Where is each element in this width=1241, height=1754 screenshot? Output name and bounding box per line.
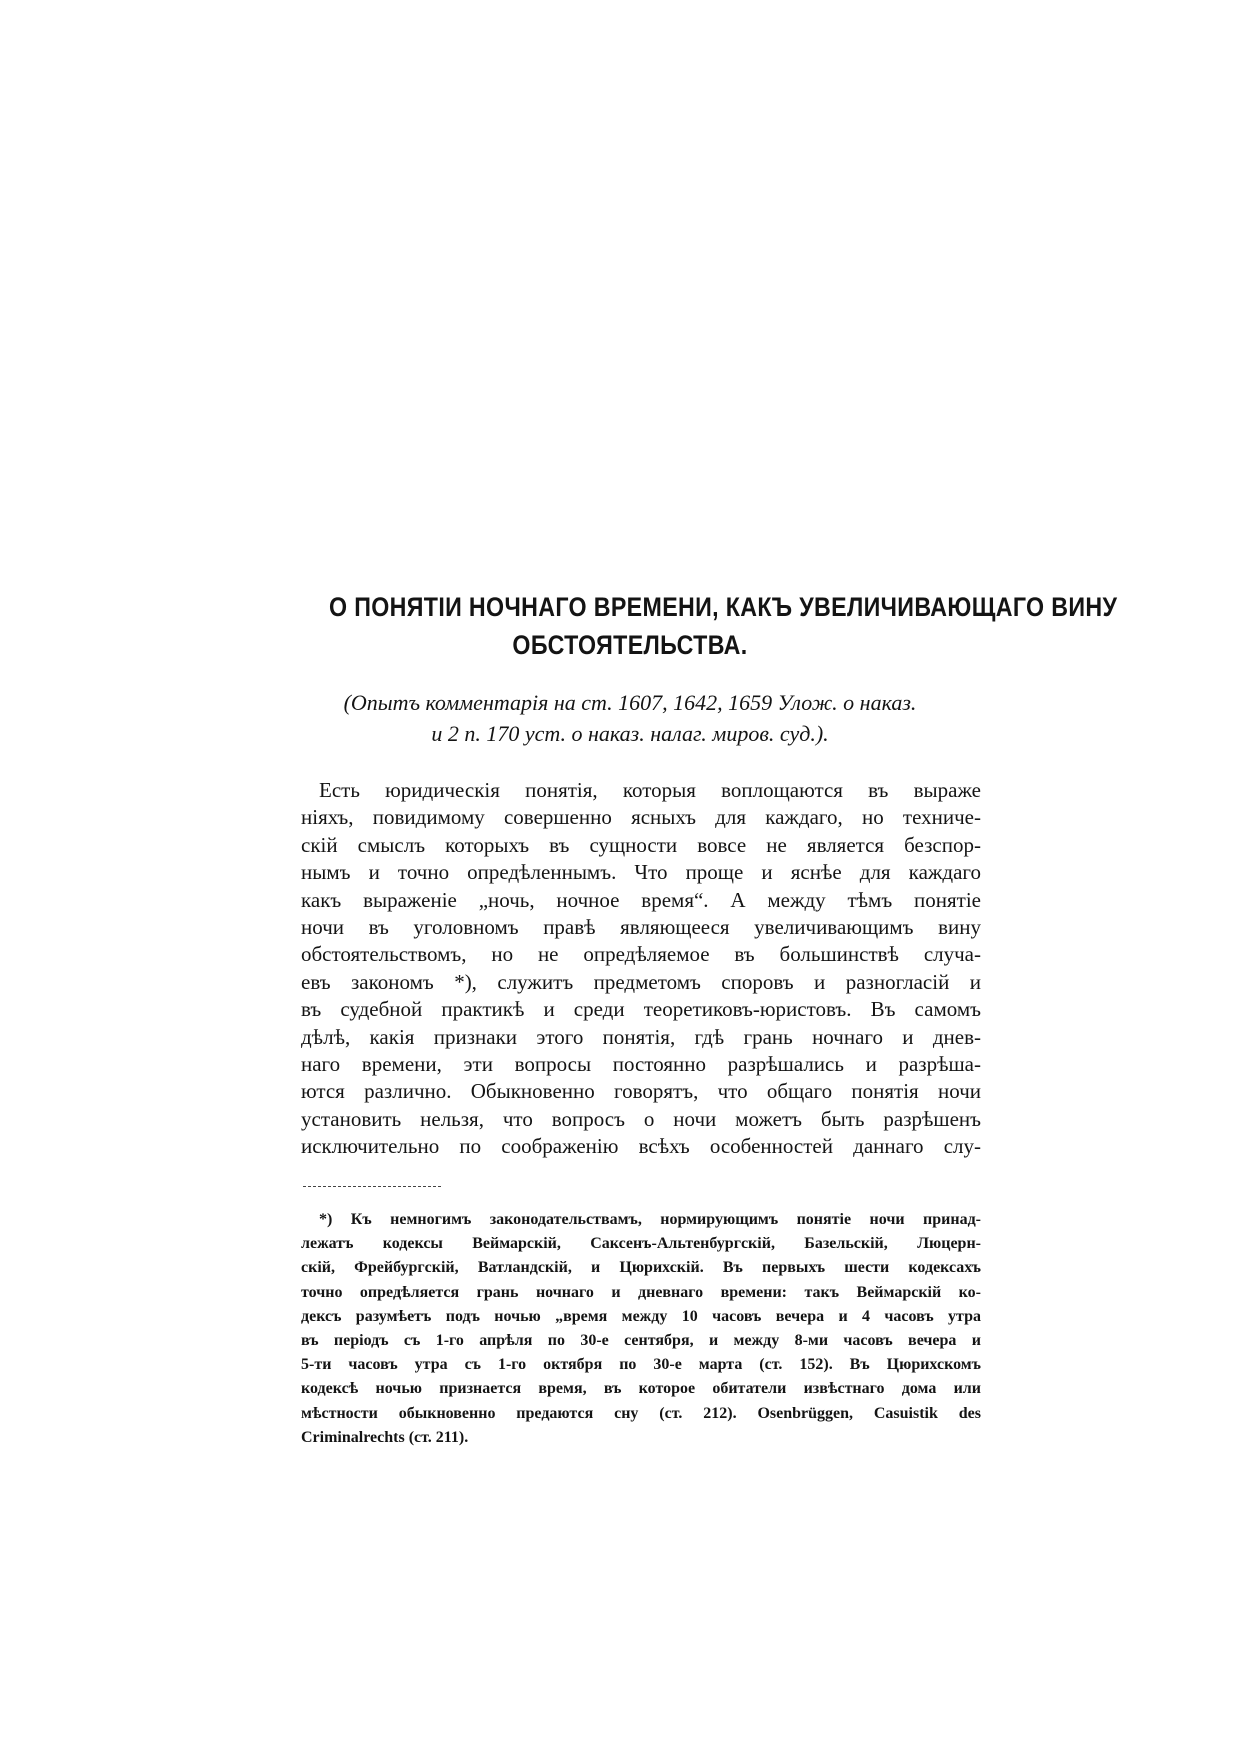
body-line: исключительно по соображенію всѣхъ особенностей даннаго слу- (301, 1134, 981, 1159)
footnote-line: Criminalrechts (ст. 211). (301, 1428, 469, 1446)
body-line: дѣлѣ, какія признаки этого понятія, гдѣ грань ночнаго и днев- (301, 1024, 981, 1049)
article-subtitle-line-2: и 2 п. 170 уст. о наказ. налаг. миров. суд.). (431, 721, 829, 746)
body-line: Есть юридическія понятія, которыя воплощаются въ выраже (319, 778, 981, 802)
body-line: евъ закономъ *), служитъ предметомъ споровъ и разногласій и (301, 969, 981, 994)
footnote-line: кодексѣ ночью признается время, въ которое обитатели извѣстнаго дома или (301, 1380, 981, 1398)
footnote (301, 1208, 981, 1450)
footnote-separator (303, 1186, 441, 1187)
footnote-line: *) Къ немногимъ законодательствамъ, нормирующимъ понятіе ночи принад- (319, 1211, 981, 1228)
footnote-line: мѣстности обыкновенно предаются сну (ст. 212). Osenbrüggen, Casuistik des (301, 1404, 981, 1422)
body-line: установить нельзя, что вопросъ о ночи можетъ быть разрѣшенъ (301, 1106, 981, 1131)
body-line: въ судебной практикѣ и среди теоретиковъ-юристовъ. Въ самомъ (301, 997, 981, 1022)
footnote-line: скій, Фрейбургскій, Ватландскій, и Цюрихскій. Въ первыхъ шести кодексахъ (301, 1259, 981, 1277)
footnote-line: дексъ разумѣетъ подъ ночью „время между 10 часовъ вечера и 4 часовъ утра (301, 1307, 981, 1325)
article-title-line-1: О ПОНЯТІИ НОЧНАГО ВРЕМЕНИ, КАКЪ УВЕЛИЧИВАЮЩАГО ВИНУ (329, 592, 1118, 622)
footnote-line: лежатъ кодексы Веймарскій, Саксенъ-Альтенбургскій, Базельскій, Люцерн- (301, 1235, 981, 1253)
body-line: скій смыслъ которыхъ въ сущности вовсе не является безспор- (301, 832, 981, 857)
article-title-line-2: ОБСТОЯТЕЛЬСТВА. (512, 630, 748, 660)
footnote-line: въ періодъ съ 1-го апрѣля по 30-е сентября, и между 8-ми часовъ вечера и (301, 1331, 981, 1349)
footnote-line: 5-ти часовъ утра съ 1-го октября по 30-е марта (ст. 152). Въ Цюрихскомъ (301, 1356, 981, 1374)
body-line: ются различно. Обыкновенно говорятъ, что общаго понятія ночи (301, 1079, 981, 1104)
body-line: обстоятельствомъ, но не опредѣляемое въ большинствѣ случа- (301, 942, 981, 967)
body-paragraph (301, 777, 981, 1160)
body-line: ніяхъ, повидимому совершенно ясныхъ для каждаго, но техниче- (301, 805, 981, 830)
footnote-line: точно опредѣляется грань ночнаго и дневнаго времени: такъ Веймарскій ко- (301, 1283, 981, 1301)
article-subtitle-line-1: (Опытъ комментарія на ст. 1607, 1642, 1659 Улож. о наказ. (343, 690, 917, 715)
body-line: ночи въ уголовномъ правѣ являющееся увеличивающимъ вину (301, 914, 981, 939)
body-line: какъ выраженіе „ночь, ночное время“. А между тѣмъ понятіе (301, 887, 981, 912)
body-line: наго времени, эти вопросы постоянно разрѣшались и разрѣша- (301, 1051, 981, 1076)
body-line: нымъ и точно опредѣленнымъ. Что проще и яснѣе для каждаго (301, 860, 981, 885)
